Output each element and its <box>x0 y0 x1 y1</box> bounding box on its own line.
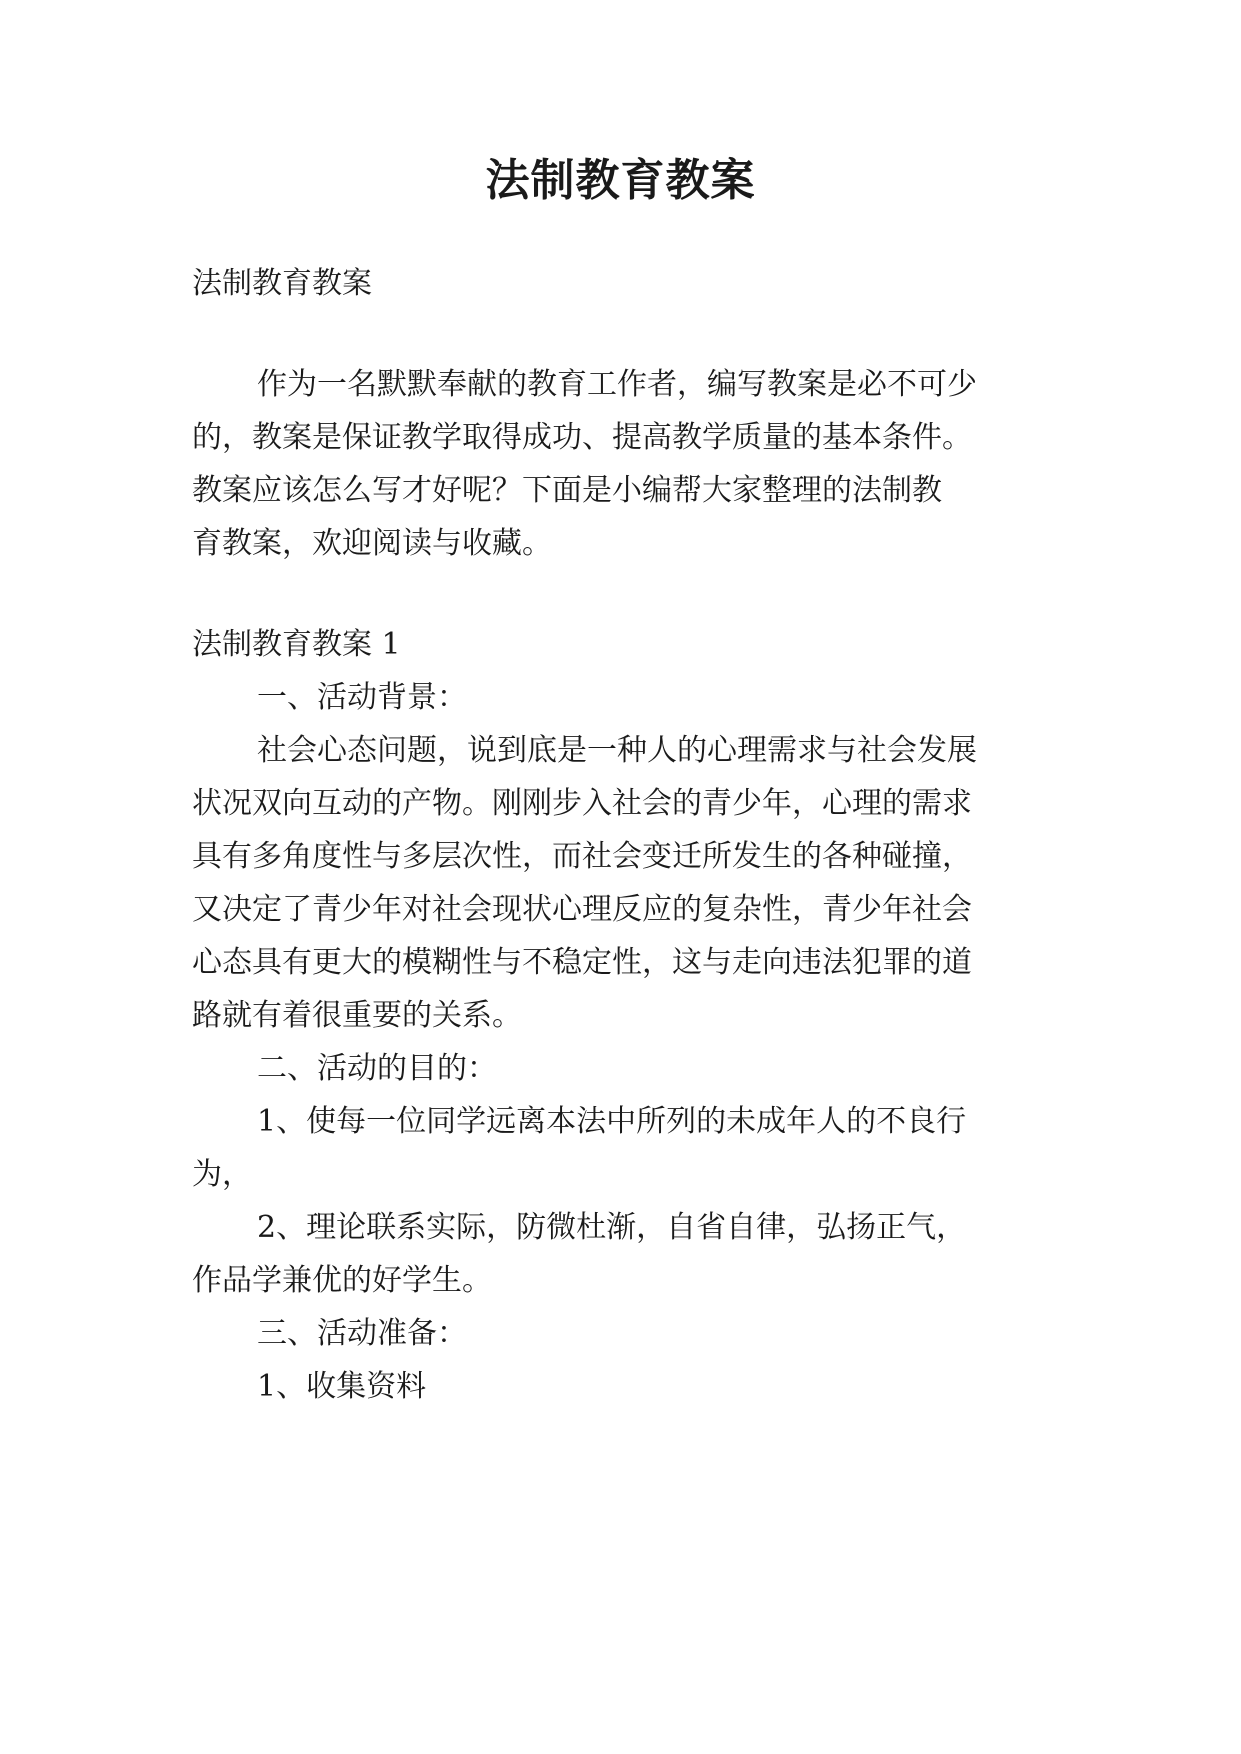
background-line: 社会心态问题，说到底是一种人的心理需求与社会发展 <box>257 733 977 768</box>
goal-line: 1、使每一位同学远离本法中所列的未成年人的不良行 <box>257 1104 967 1139</box>
document-title: 法制教育教案 <box>485 155 756 206</box>
intro-line: 教案应该怎么写才好呢？下面是小编帮大家整理的法制教 <box>192 473 942 508</box>
background-line: 又决定了青少年对社会现状心理反应的复杂性，青少年社会 <box>192 892 972 927</box>
intro-line: 育教案，欢迎阅读与收藏。 <box>192 526 552 561</box>
document-subtitle: 法制教育教案 <box>192 266 372 301</box>
section-title: 法制教育教案 1 <box>192 627 401 662</box>
prep-item-1: 1、收集资料 <box>257 1369 427 1404</box>
goal-line: 为， <box>192 1157 252 1192</box>
intro-line: 的，教案是保证教学取得成功、提高教学质量的基本条件。 <box>192 420 972 455</box>
background-line: 路就有着很重要的关系。 <box>192 998 522 1033</box>
intro-line: 作为一名默默奉献的教育工作者，编写教案是必不可少 <box>257 367 977 402</box>
heading-preparation: 三、活动准备： <box>257 1316 467 1351</box>
heading-background: 一、活动背景： <box>257 680 467 715</box>
background-line: 心态具有更大的模糊性与不稳定性，这与走向违法犯罪的道 <box>192 945 972 980</box>
goal-line: 2、理论联系实际，防微杜渐，自省自律，弘扬正气， <box>257 1210 967 1245</box>
background-line: 具有多角度性与多层次性，而社会变迁所发生的各种碰撞， <box>192 839 972 874</box>
background-line: 状况双向互动的产物。刚刚步入社会的青少年，心理的需求 <box>192 786 972 821</box>
goal-line: 作品学兼优的好学生。 <box>192 1263 492 1298</box>
heading-goals: 二、活动的目的： <box>257 1051 497 1086</box>
